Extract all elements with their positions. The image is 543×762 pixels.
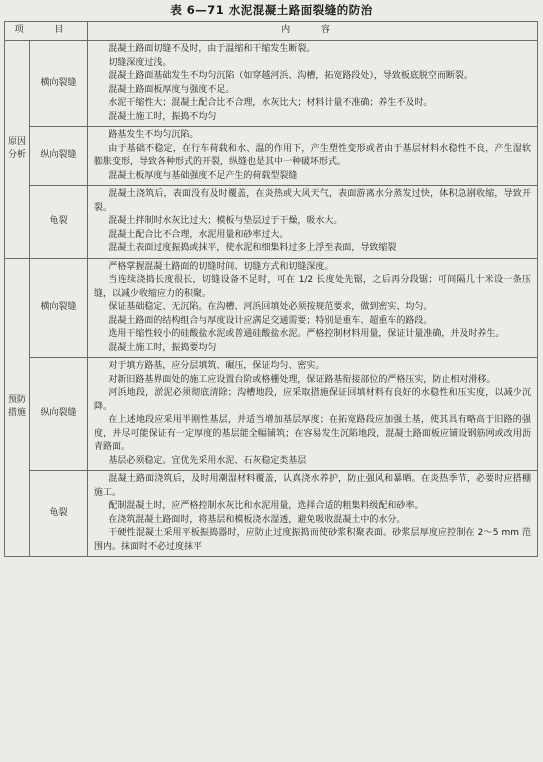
- table-header-row: [5, 22, 538, 41]
- content-paragraph: 对于填方路基，应分层填筑、碾压，保证均匀、密实。: [108, 361, 325, 371]
- content-paragraph: 混凝土施工时，振捣要均匀: [108, 342, 217, 353]
- content-paragraph: 河浜地段，淤泥必须彻底清除；沟槽地段，应采取措施保证回填材料有良好的水稳性和压实度，以减少沉降。: [94, 388, 531, 412]
- header-item: 项 目: [5, 22, 88, 41]
- table-row: [5, 41, 538, 127]
- content-paragraph: 路基发生不均匀沉陷。: [108, 130, 199, 140]
- content-paragraph: 干硬性混凝土采用平板振捣器时，应防止过度振捣而使砂浆积聚表面。砂浆层厚度应控制在 2～5 mm 范围内。抹面时不必过度抹平: [94, 528, 531, 552]
- content-paragraph: 严格掌握混凝土路面的切缝时间、切缝方式和切缝深度。: [108, 261, 334, 272]
- content-paragraph: 混凝土配合比不合理，水泥用量和砂率过大。: [108, 229, 289, 240]
- content-cell: [88, 127, 538, 186]
- content-paragraph: 配制混凝土时，应严格控制水灰比和水泥用量，选择合适的粗集料级配和砂率。: [108, 501, 424, 511]
- content-paragraph: 混凝土路面基础发生不均匀沉陷（如穿越河浜、沟槽，拓宽路段处），导致板底脱空而断裂。: [108, 71, 473, 81]
- content-paragraph: 混凝土路面切缝不及时，由于温缩和干缩发生断裂。: [108, 44, 316, 54]
- header-content: 内 容: [88, 22, 538, 41]
- content-cell: [88, 358, 538, 471]
- content-paragraph: 混凝土表面过度振捣或抹平，使水泥和细集料过多上浮至表面，导致缩裂: [108, 243, 397, 253]
- crack-type-cell: 纵向裂缝: [30, 358, 88, 471]
- content-paragraph: 由于基础不稳定，在行车荷载和水、温的作用下，产生塑性变形或者由于基层材料水稳性不良，产生湿软膨胀变形，导致各种形式的开裂，纵缝也是其中一种破坏形式。: [94, 143, 531, 167]
- table-title: 表 6—71 水泥混凝土路面裂缝的防治: [170, 3, 373, 17]
- content-paragraph: 水泥干缩性大；混凝土配合比不合理，水灰比大；材料计量不准确；养生不及时。: [108, 98, 433, 108]
- content-paragraph: 混凝土施工时，振捣不均匀: [108, 111, 217, 122]
- table-row: [5, 258, 538, 358]
- table-row: [5, 127, 538, 186]
- content-paragraph: 在上述地段应采用半刚性基层，并适当增加基层厚度；在拓宽路段应加强土基，使其具有略高于旧路的强度，并尽可能保证有一定厚度的基层能全幅铺筑；在容易发生沉陷地段，混凝土路面板应铺设钢筋网或改用沥青路面。: [94, 415, 531, 452]
- content-paragraph: 保证基础稳定、无沉陷。在沟槽、河浜回填处必须按规范要求，做到密实、均匀。: [108, 302, 433, 312]
- crack-type-cell: 纵向裂缝: [30, 127, 88, 186]
- table-row: [5, 186, 538, 259]
- category-prevention-measures: 预防措施: [5, 258, 30, 557]
- content-paragraph: 切缝深度过浅。: [108, 57, 172, 68]
- category-cause-analysis: 原因分析: [5, 41, 30, 259]
- content-paragraph: 在浇筑混凝土路面时，将基层和模板浇水湿透，避免吸收混凝土中的水分。: [108, 514, 406, 525]
- content-cell: [88, 471, 538, 557]
- content-cell: [88, 258, 538, 358]
- content-paragraph: 混凝土拌制时水灰比过大；模板与垫层过于干燥，吸水大。: [108, 216, 343, 226]
- content-paragraph: 混凝土路面板厚度与强度不足。: [108, 84, 235, 95]
- content-paragraph: 混凝土浇筑后，表面没有及时覆盖，在炎热或大风天气，表面游离水分蒸发过快，体积急剧收缩，导致开裂。: [94, 189, 531, 213]
- content-cell: [88, 186, 538, 259]
- crack-type-cell: 龟裂: [30, 471, 88, 557]
- crack-prevention-table: [4, 21, 538, 557]
- content-paragraph: 当连续浇捣长度很长，切缝设备不足时，可在 1/2 长度处先锯，之后再分段锯；可间隔几十米设一条压缝，以减少收缩应力的积聚。: [94, 275, 531, 299]
- content-cell: [88, 41, 538, 127]
- content-paragraph: 选用干缩性较小的硅酸盐水泥或普通硅酸盐水泥。严格控制材料用量，保证计量准确，并及时养生。: [108, 329, 505, 339]
- crack-type-cell: 横向裂缝: [30, 41, 88, 127]
- content-paragraph: 基层必须稳定。宜优先采用水泥、石灰稳定类基层: [108, 455, 307, 466]
- content-paragraph: 混凝土板厚度与基础强度不足产生的荷载型裂缝: [108, 170, 298, 181]
- table-row: [5, 471, 538, 557]
- table-row: [5, 358, 538, 471]
- content-paragraph: 对新旧路基界面处的施工应设置台阶或格栅处理，保证路基衔接部位的严格压实，防止相对滑移。: [108, 374, 496, 385]
- content-paragraph: 混凝土路面浇筑后，及时用潮湿材料覆盖，认真浇水养护，防止强风和暴晒。在炎热季节，必要时应搭棚施工。: [94, 474, 531, 498]
- crack-type-cell: 横向裂缝: [30, 258, 88, 358]
- crack-type-cell: 龟裂: [30, 186, 88, 259]
- content-paragraph: 混凝土路面的结构组合与厚度设计应满足交通需要；特别是重车、超重车的路段。: [108, 315, 433, 326]
